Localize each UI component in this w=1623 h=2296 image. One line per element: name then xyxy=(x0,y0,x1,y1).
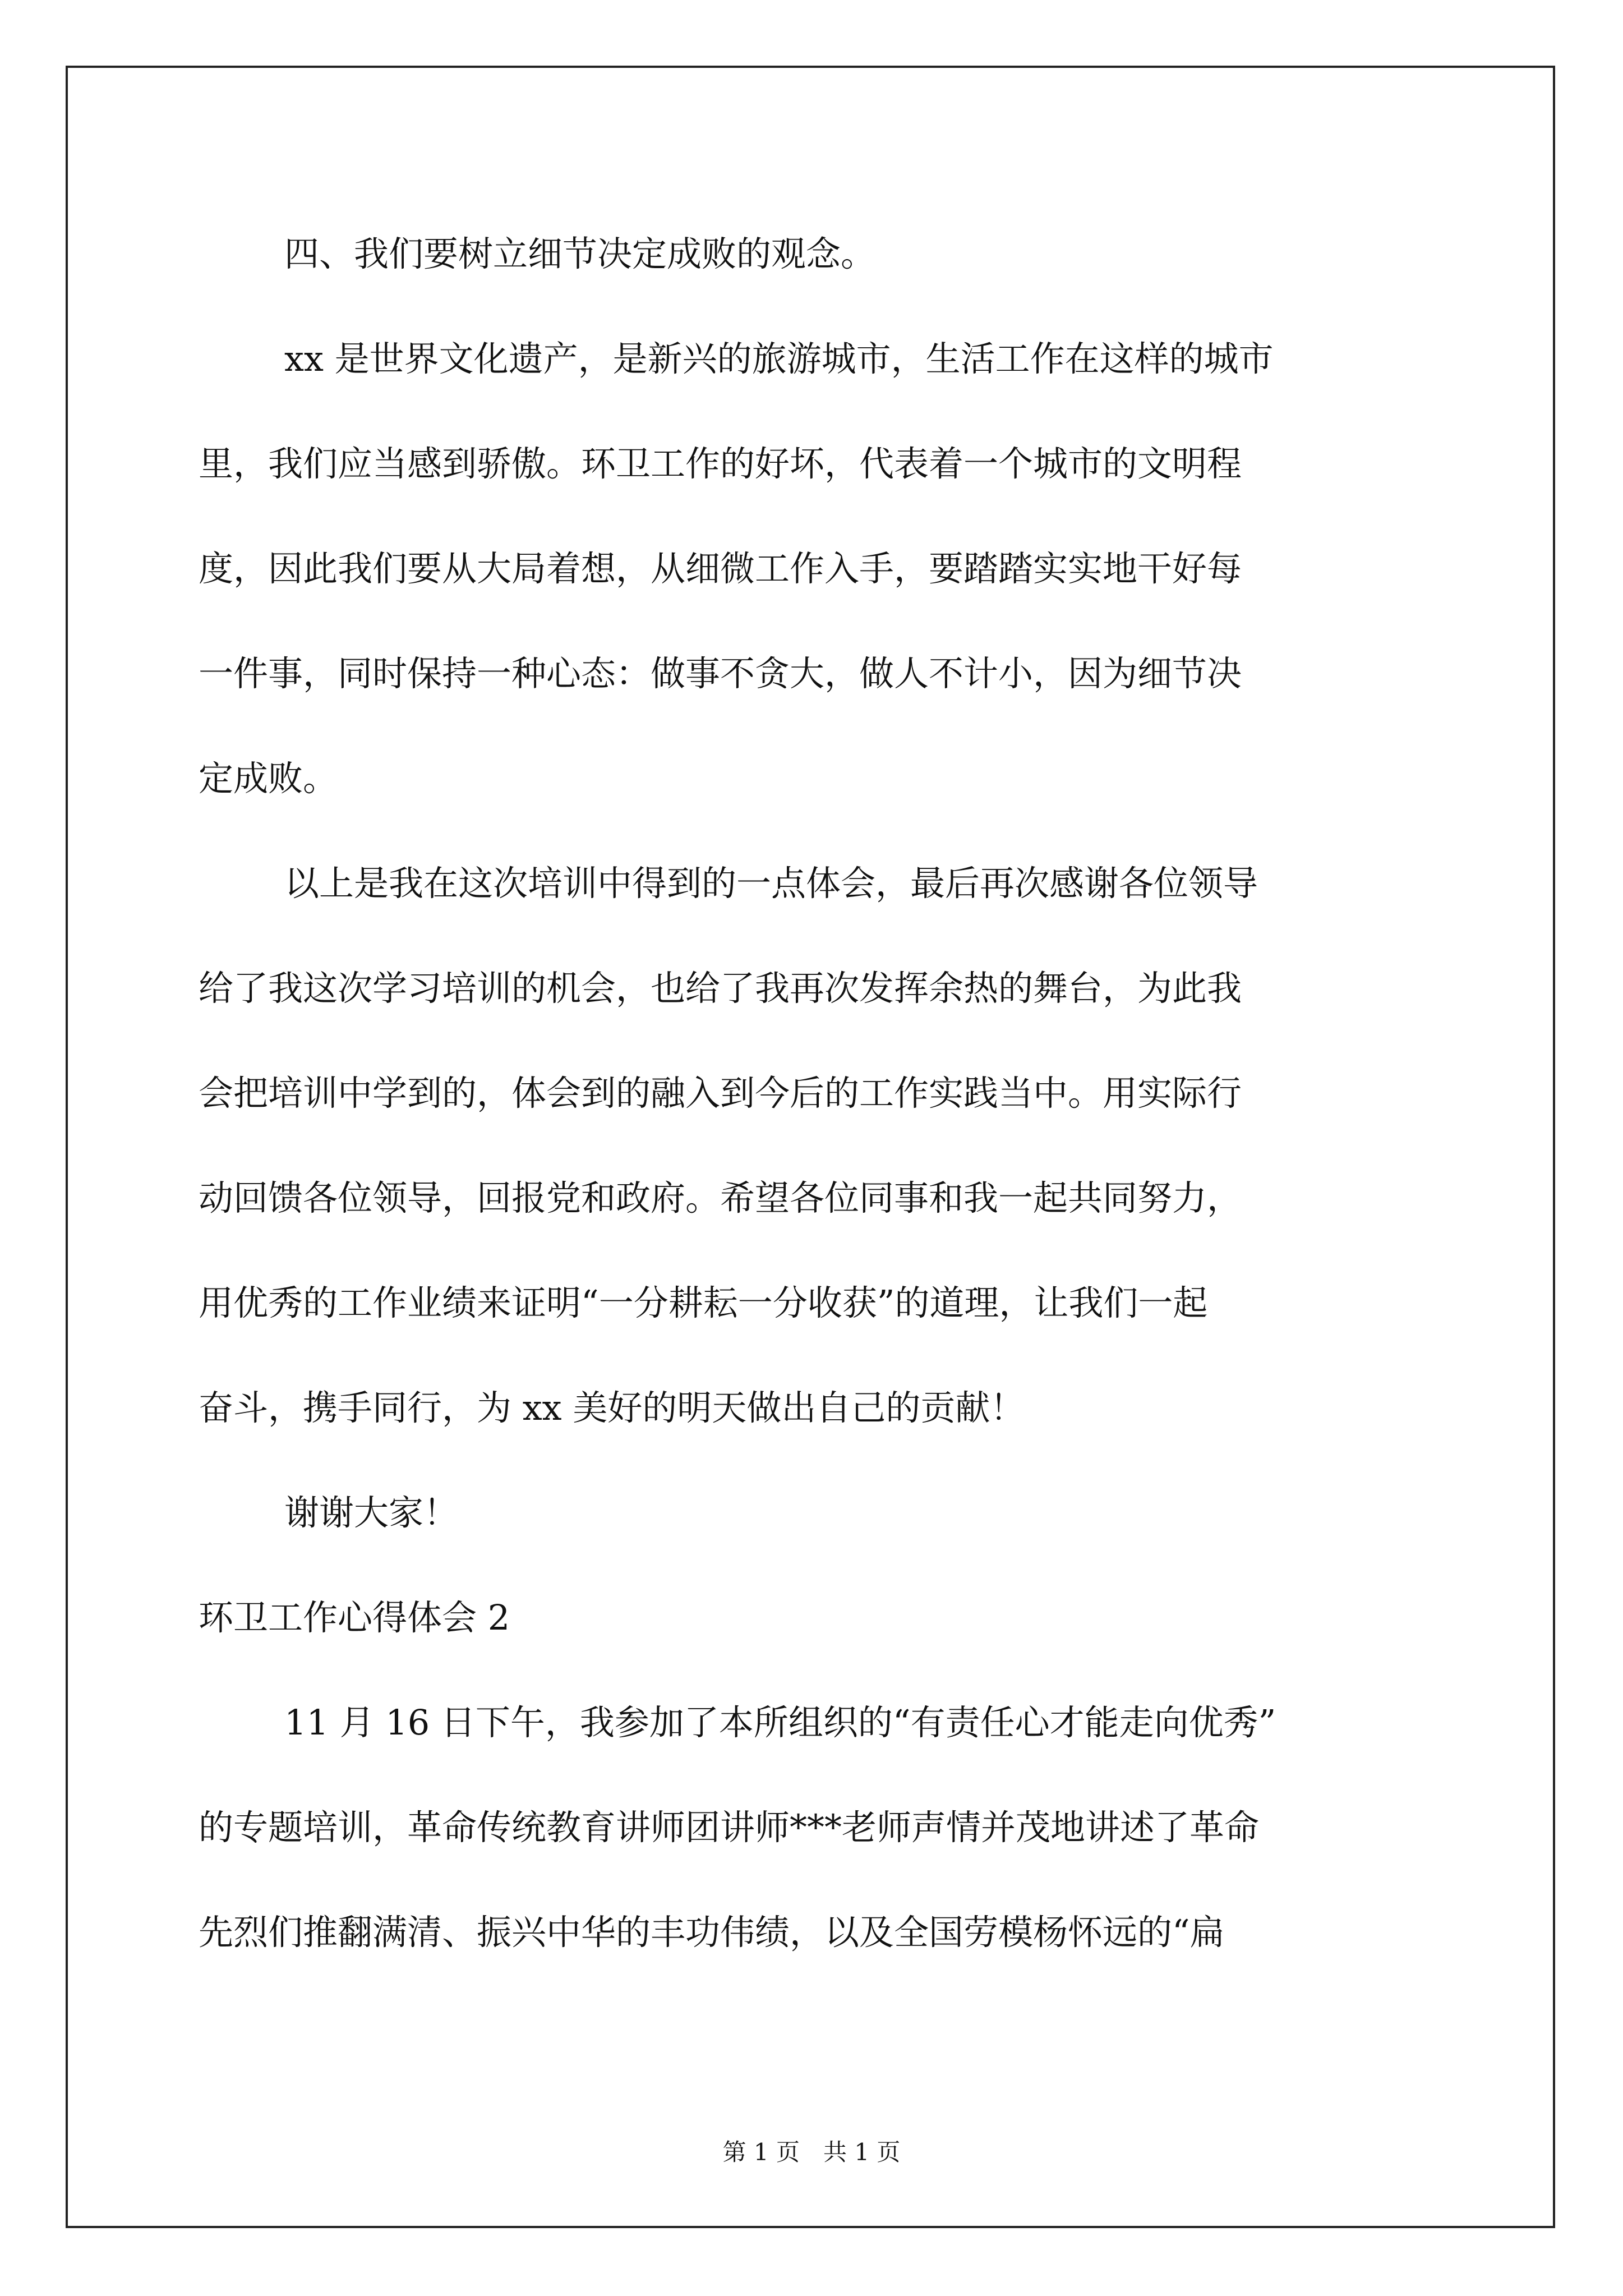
paragraph-line: 先烈们推翻满清、振兴中华的丰功伟绩，以及全国劳模杨怀远的“扁 xyxy=(199,1912,1225,1953)
paragraph-line: 以上是我在这次培训中得到的一点体会，最后再次感谢各位领导 xyxy=(284,863,1258,904)
paragraph-line: 定成败。 xyxy=(199,758,338,799)
paragraph-line: 度，因此我们要从大局着想，从细微工作入手，要踏踏实实地干好每 xyxy=(199,548,1242,589)
paragraph-line: 一件事，同时保持一种心态：做事不贪大，做人不计小，因为细节决 xyxy=(199,653,1242,694)
paragraph-line: 11 月 16 日下午，我参加了本所组织的“有责任心才能走向优秀” xyxy=(284,1702,1276,1743)
page-footer: 第 1 页 共 1 页 xyxy=(722,2138,901,2166)
paragraph-line: 动回馈各位领导，回报党和政府。希望各位同事和我一起共同努力， xyxy=(199,1177,1242,1218)
paragraph-line: 会把培训中学到的，体会到的融入到今后的工作实践当中。用实际行 xyxy=(199,1073,1242,1114)
page-border xyxy=(66,66,1555,2228)
section-title: 环卫工作心得体会 2 xyxy=(199,1597,510,1638)
paragraph-line: 给了我这次学习培训的机会，也给了我再次发挥余热的舞台，为此我 xyxy=(199,968,1242,1009)
paragraph-line: 里，我们应当感到骄傲。环卫工作的好坏，代表着一个城市的文明程 xyxy=(199,443,1242,484)
paragraph-line: 的专题培训，革命传统教育讲师团讲师***老师声情并茂地讲述了革命 xyxy=(199,1807,1260,1848)
paragraph-line: xx 是世界文化遗产，是新兴的旅游城市，生活工作在这样的城市 xyxy=(284,338,1274,379)
paragraph-line: 奋斗，携手同行，为 xx 美好的明天做出自己的贡献！ xyxy=(199,1387,1025,1428)
paragraph-heading-4: 四、我们要树立细节决定成败的观念。 xyxy=(284,233,876,274)
paragraph-line: 用优秀的工作业绩来证明“一分耕耘一分收获”的道理，让我们一起 xyxy=(199,1282,1208,1323)
closing-line: 谢谢大家！ xyxy=(284,1492,459,1533)
